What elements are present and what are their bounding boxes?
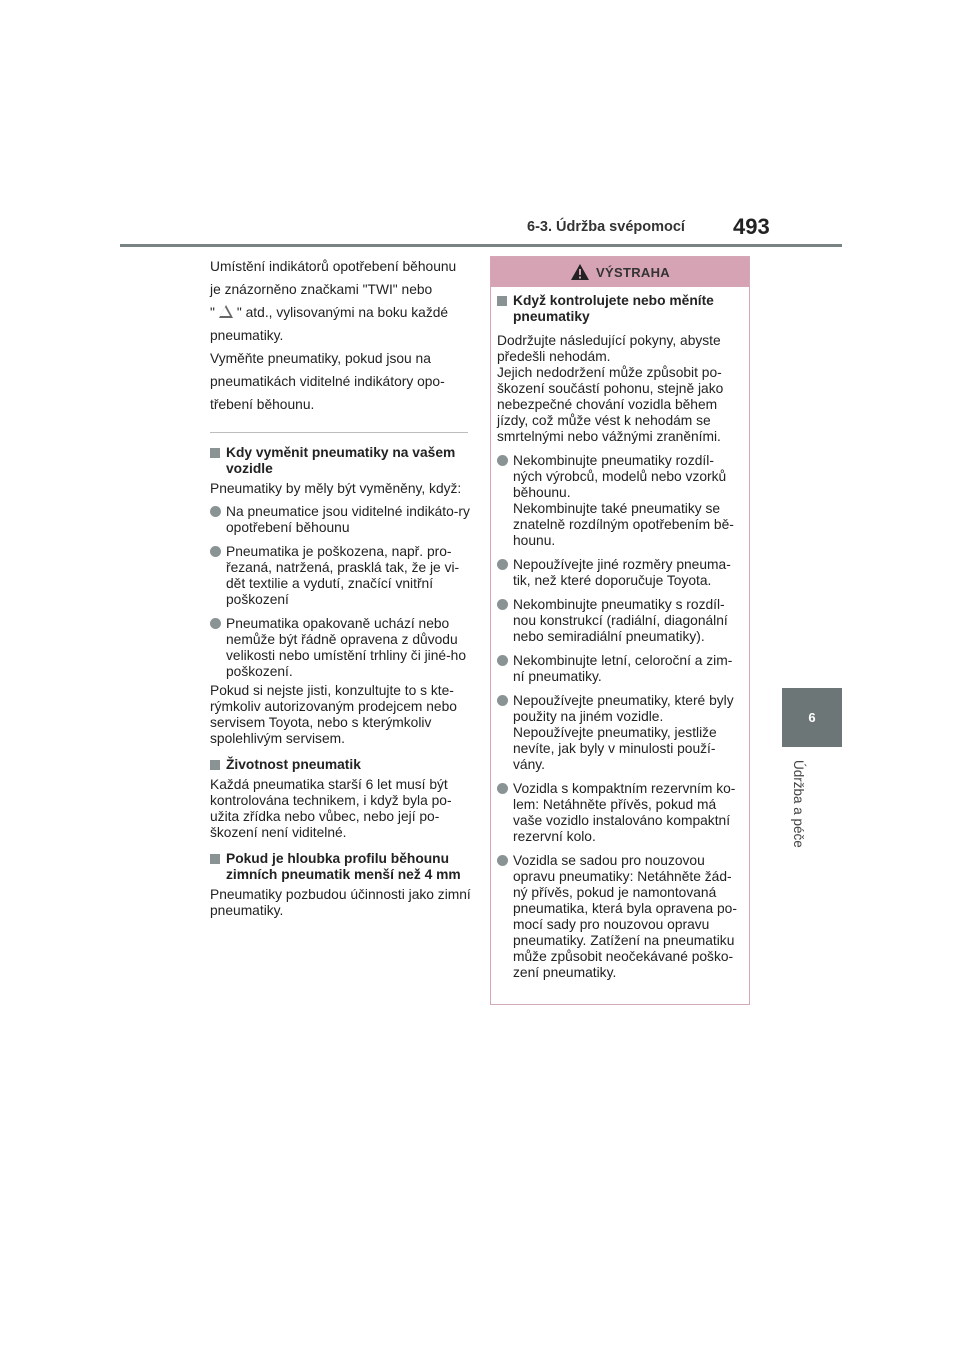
chapter-label: Údržba a péče bbox=[791, 760, 806, 848]
chapter-tab[interactable]: 6 bbox=[782, 688, 842, 747]
intro-paragraph: Umístění indikátorů opotřebení běhounu je znázorněno značkami "TWI" nebo " " atd., vylisovanými na boku každé pneumatiky. Vyměňte pneumatiky, pokud jsou na pneumatikách viditelné indikátory opo- třebení běhounu. bbox=[210, 259, 457, 412]
square-bullet-icon bbox=[210, 760, 220, 770]
header-rule bbox=[120, 244, 842, 247]
paragraph: Pneumatiky pozbudou účinnosti jako zimní pneumatiky. bbox=[210, 887, 471, 918]
warning-intro: Dodržujte následující pokyny, abyste předešli nehodám. bbox=[497, 333, 721, 364]
paragraph: Pneumatiky by měly být vyměněny, když: bbox=[210, 481, 462, 496]
paragraph: Pokud si nejste jisti, konzultujte to s kte-rýmkoliv autorizovaným prodejcem nebo servisem Toyota, nebo s kterýmkoliv spolehlivým servisem. bbox=[210, 683, 457, 746]
bullet-item: Pneumatika opakovaně uchází nebo nemůže být řádně opravena z důvodu velikosti nebo umístění trhliny či jiné-ho poškození. bbox=[210, 616, 472, 680]
warning-bullet: Nepoužívejte jiné rozměry pneuma-tik, než které doporučuje Toyota. bbox=[497, 557, 743, 589]
bullet-dot-icon bbox=[210, 618, 221, 629]
bullet-dot-icon bbox=[497, 783, 508, 794]
warning-triangle-icon bbox=[570, 263, 590, 281]
section-divider bbox=[210, 432, 468, 433]
left-column bbox=[210, 255, 472, 926]
bullet-dot-icon bbox=[497, 559, 508, 570]
warning-box bbox=[490, 256, 750, 1005]
bullet-dot-icon bbox=[497, 695, 508, 706]
header-section: 6-3. Údržba svépomocí bbox=[527, 219, 685, 235]
warning-bullet: Nekombinujte pneumatiky rozdíl-ných výrobců, modelů nebo vzorků běhounu. Nekombinujte také pneumatiky se znatelně rozdílným opotřebením bě-hounu. bbox=[497, 453, 743, 549]
square-bullet-icon bbox=[210, 448, 220, 458]
bullet-item: Na pneumatice jsou viditelné indikáto-ry opotřebení běhounu bbox=[210, 504, 472, 536]
tread-wear-triangle-icon bbox=[219, 305, 233, 318]
section-heading: Životnost pneumatik bbox=[210, 757, 472, 773]
paragraph: Každá pneumatika starší 6 let musí být kontrolována technikem, i když byla po-užita zřídka nebo vůbec, nebo její po-škození není viditelné. bbox=[210, 777, 452, 840]
warning-heading: Když kontrolujete nebo měníte pneumatiky bbox=[497, 293, 743, 325]
square-bullet-icon bbox=[210, 854, 220, 864]
section-heading: Kdy vyměnit pneumatiky na vašem vozidle bbox=[210, 445, 472, 477]
warning-bullet: Nekombinujte letní, celoroční a zim-ní pneumatiky. bbox=[497, 653, 743, 685]
bullet-dot-icon bbox=[210, 506, 221, 517]
square-bullet-icon bbox=[497, 296, 507, 306]
bullet-dot-icon bbox=[497, 455, 508, 466]
bullet-dot-icon bbox=[210, 546, 221, 557]
warning-bullet: Vozidla se sadou pro nouzovou opravu pneumatiky: Netáhněte žád-ný přívěs, pokud je namontovaná pneumatika, která byla opravena po-mocí sady pro nouzovou opravu pneumatiky. Zatížení na pneumatiku může způsobit neočekávané poško-zení pneumatiky. bbox=[497, 853, 743, 981]
section-heading: Pokud je hloubka profilu běhounu zimních pneumatik menší než 4 mm bbox=[210, 851, 472, 883]
warning-title: VÝSTRAHA bbox=[596, 264, 670, 280]
warning-bullet: Vozidla s kompaktním rezervním ko-lem: Netáhněte přívěs, pokud má vaše vozidlo instalováno kompaktní rezervní kolo. bbox=[497, 781, 743, 845]
bullet-dot-icon bbox=[497, 599, 508, 610]
bullet-dot-icon bbox=[497, 855, 508, 866]
warning-body bbox=[491, 287, 749, 981]
warning-intro-detail: Jejich nedodržení může způsobit po-škození součástí pohonu, stejně jako nebezpečné chování vozidla během jízdy, což může vést k nehodám se smrtelnými nebo vážnými zraněními. bbox=[497, 365, 724, 444]
page-number: 493 bbox=[733, 214, 770, 239]
warning-bullet: Nekombinujte pneumatiky s rozdíl-nou konstrukcí (radiální, diagonální nebo semiradiální pneumatiky). bbox=[497, 597, 743, 645]
bullet-item: Pneumatika je poškozena, např. pro-řezaná, natržená, prasklá tak, že je vi-dět textilie a vydutí, značící vnitřní poškození bbox=[210, 544, 472, 608]
bullet-dot-icon bbox=[497, 655, 508, 666]
warning-header bbox=[491, 257, 749, 287]
warning-bullet: Nepoužívejte pneumatiky, které byly použity na jiném vozidle. Nepoužívejte pneumatiky, jestliže nevíte, jak byly v minulosti použí-vány. bbox=[497, 693, 743, 773]
